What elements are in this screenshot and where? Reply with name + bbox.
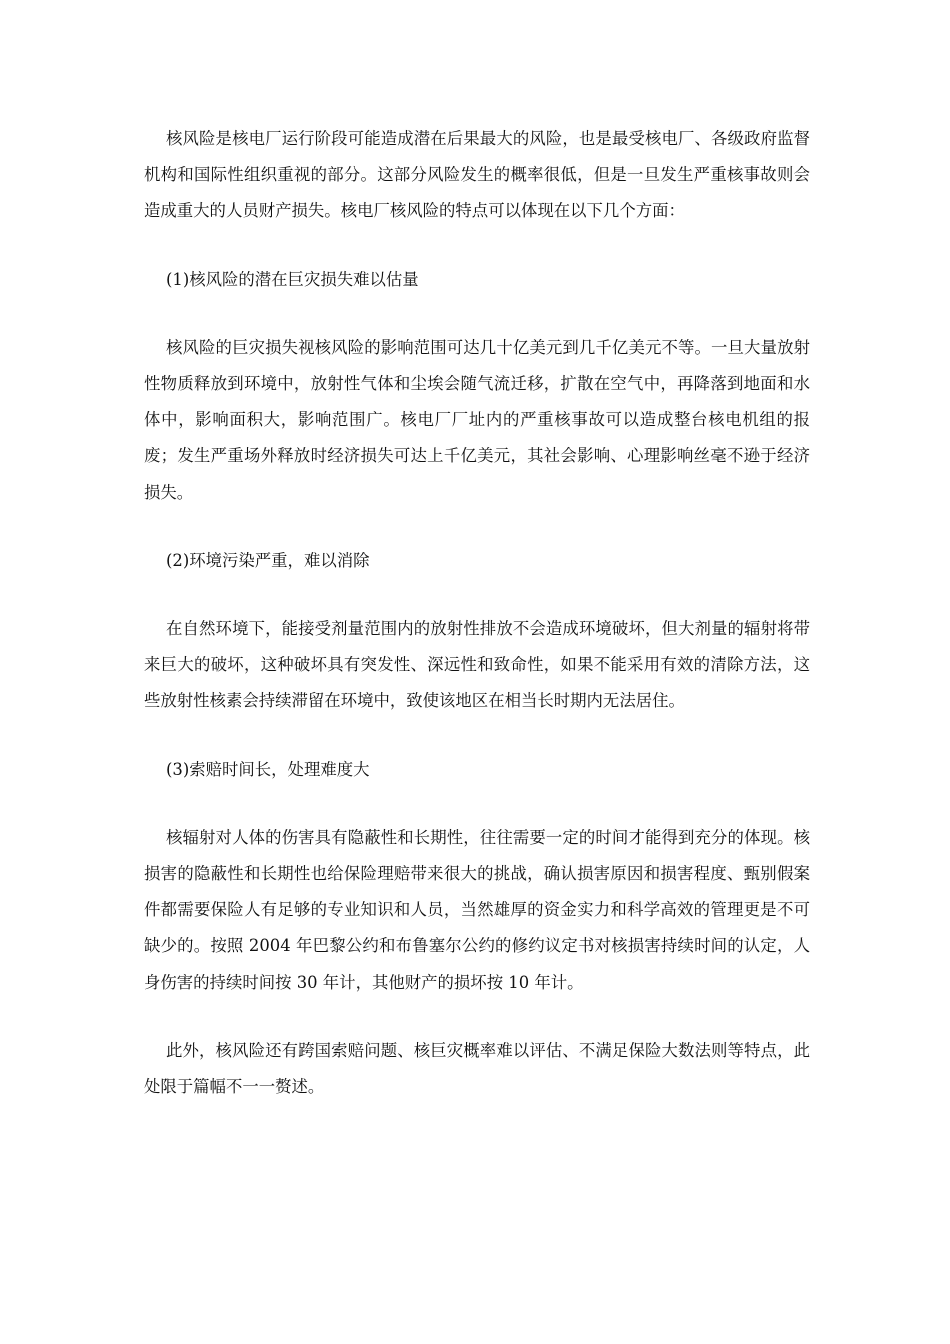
heading-item-1: (1)核风险的潜在巨灾损失难以估量: [166, 269, 419, 289]
document-body: [144, 121, 810, 1105]
paragraph-catastrophic-loss: 核风险的巨灾损失视核风险的影响范围可达几十亿美元到几千亿美元不等。一旦大量放射性物质释放到环境中，放射性气体和尘埃会随气流迁移，扩散在空气中，再降落到地面和水体中，影响面积大，影响范围广。核电厂厂址内的严重核事故可以造成整台核电机组的报废；发生严重场外释放时经济损失可达上千亿美元，其社会影响、心理影响丝毫不逊于经济损失。: [144, 337, 810, 502]
heading-item-3: (3)索赔时间长，处理难度大: [166, 759, 370, 779]
paragraph-intro: 核风险是核电厂运行阶段可能造成潜在后果最大的风险，也是最受核电厂、各级政府监督机构和国际性组织重视的部分。这部分风险发生的概率很低，但是一旦发生严重核事故则会造成重大的人员财产损失。核电厂核风险的特点可以体现在以下几个方面：: [144, 129, 810, 221]
paragraph-claims: 核辐射对人体的伤害具有隐蔽性和长期性，往往需要一定的时间才能得到充分的体现。核损害的隐蔽性和长期性也给保险理赔带来很大的挑战，确认损害原因和损害程度、甄别假案件都需要保险人有足够的专业知识和人员，当然雄厚的资金实力和科学高效的管理更是不可缺少的。按照 2004 年巴黎公约和布鲁塞尔公约的修约议定书对核损害持续时间的认定，人身伤害的持续时间按 30 年计，其他财产的损坏按 10 年计。: [144, 827, 810, 992]
paragraph-environment: 在自然环境下，能接受剂量范围内的放射性排放不会造成环境破坏，但大剂量的辐射将带来巨大的破坏，这种破坏具有突发性、深远性和致命性，如果不能采用有效的清除方法，这些放射性核素会持续滞留在环境中，致使该地区在相当长时期内无法居住。: [144, 619, 810, 711]
paragraph-conclusion: 此外，核风险还有跨国索赔问题、核巨灾概率难以评估、不满足保险大数法则等特点，此处限于篇幅不一一赘述。: [144, 1040, 810, 1097]
heading-item-2: (2)环境污染严重，难以消除: [166, 550, 370, 570]
